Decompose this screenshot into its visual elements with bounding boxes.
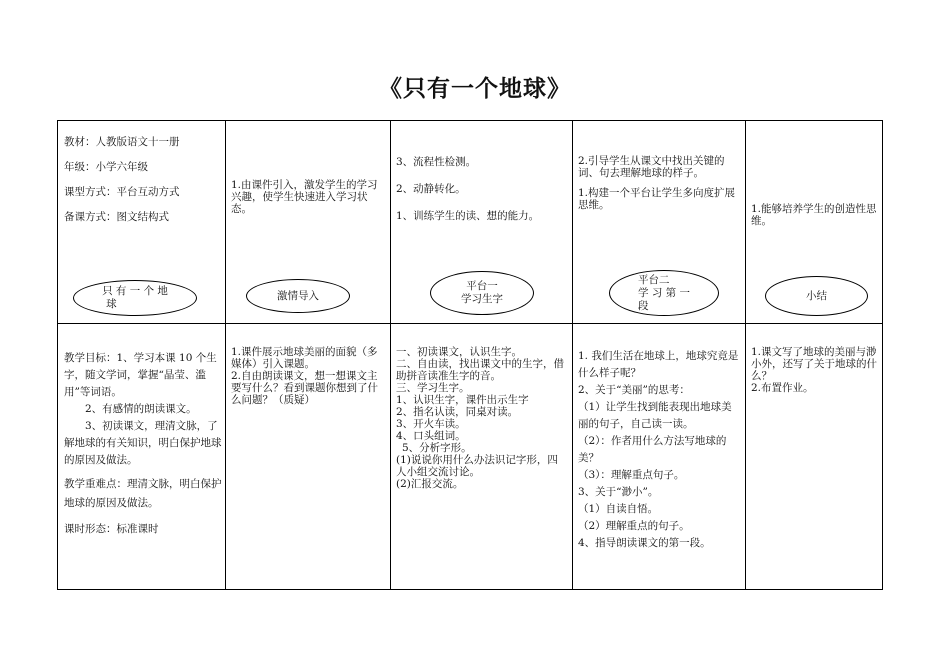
substep-5a: (1)说说你用什么办法识记字形，四人小组交流讨论。 [396,454,558,478]
section-2: 二、自由读，找出课文中的生字，借助拼音读准生字的音。 [396,358,564,382]
oval-text: 学习生字 [461,293,503,305]
oval-text: 球 [106,298,117,310]
grade-info: 年级：小学六年级 [64,161,148,173]
row-divider [58,323,882,324]
intro-oval [246,279,350,313]
para-2-2: （2）：作者用什么方法写地球的美？ [578,435,727,464]
substep-5: 5、分析字形。 [402,442,472,454]
substep-4: 4、口头组词。 [396,430,466,442]
para-3: 3、关于“渺小”。 [578,486,659,498]
cell-top-3 [396,155,568,224]
summary-goal: 1.能够培养学生的创造性思维。 [751,203,877,227]
cell-top-1 [64,135,222,225]
cell-top-5 [751,203,881,227]
cell-bottom-4 [578,348,742,552]
goal-transform: 2、动静转化。 [396,183,466,195]
substep-2: 2、指名认读，同桌对读。 [396,406,519,418]
lesson-form: 课时形态：标准课时 [64,523,159,535]
goal-training: 1、训练学生的读、想的能力。 [396,210,540,222]
platform-one-oval [430,271,534,315]
intro-goal: 1.由课件引入，激发学生的学习兴趣，使学生快速进入学习状态。 [231,179,378,215]
key-difficulty: 教学重难点：理清文脉，明白保护地球的原因及做法。 [64,478,222,509]
column-divider [745,121,746,589]
cell-top-4 [578,155,742,211]
substep-3: 3、开火车读。 [396,418,466,430]
goal-check: 3、流程性检测。 [396,156,477,168]
substep-1: 1、认识生字，课件出示生字 [396,394,529,406]
lesson-type-info: 课型方式：平台互动方式 [64,186,180,198]
lesson-plan-table [57,120,883,590]
oval-text: 学 习 第 一 [637,286,690,299]
objective-2: 2、有感情的朗读课文。 [85,403,197,415]
oval-text: 激情导入 [277,289,319,302]
summary-1: 1.课文写了地球的美丽与渺小外，还写了关于地球的什么？ [751,346,877,382]
oval-text: 小结 [806,289,827,302]
topic-oval [73,280,197,316]
para-2-1: （1）让学生找到能表现出地球美丽的句子，自己读一读。 [578,401,732,430]
para-2-3: （3）：理解重点句子。 [578,469,685,481]
cell-bottom-3 [396,346,568,490]
oval-text: 平台二 [637,273,670,286]
para-2: 2、关于“美丽”的思考： [578,384,690,396]
oval-text: 只 有 一 个 地 [102,285,168,297]
summary-oval [765,276,868,316]
step-1: 1.课件展示地球美丽的面貌（多媒体）引入课题。 [231,346,378,370]
cell-bottom-1 [64,350,222,538]
textbook-info: 教材：人教版语文十一册 [64,136,180,148]
step-2: 2.自由朗读课文，想一想课文主要写什么？看到课题你想到了什么问题？（质疑） [231,370,378,406]
document-title: 《只有一个地球》 [379,76,571,102]
cell-bottom-2 [231,346,387,406]
platform-goal-1: 1.构建一个平台让学生多向度扩展思维。 [578,187,736,211]
column-divider [225,121,226,589]
section-1: 一、初读课文，认识生字。 [396,346,522,358]
oval-text: 平台一 [466,280,498,292]
para-3-1: （1）自读自悟。 [578,503,659,515]
platform-goal-2: 2.引导学生从课文中找出关键的词、句去理解地球的样子。 [578,155,725,179]
para-1: 1. 我们生活在地球上，地球究竟是什么样子呢？ [578,350,739,379]
section-3: 三、学习生字。 [396,382,470,394]
platform-two-oval [609,270,719,316]
prep-method-info: 备课方式：图文结构式 [64,211,169,223]
objective-3: 3、初读课文，理清文脉，了解地球的有关知识，明白保护地球的原因及做法。 [64,420,222,466]
para-3-2: （2）理解重点的句子。 [578,520,690,532]
column-divider [572,121,573,589]
cell-bottom-5 [751,346,881,394]
para-4: 4、指导朗读课文的第一段。 [578,537,711,549]
cell-top-2 [231,179,387,215]
teaching-objective: 教学目标：1、学习本课 10 个生字，随文学词，掌握“晶莹、滥用”等词语。 [64,352,217,398]
summary-2: 2.布置作业。 [751,382,814,394]
substep-5b: (2)汇报交流。 [396,478,464,490]
oval-text: 段 [637,299,649,312]
column-divider [390,121,391,589]
